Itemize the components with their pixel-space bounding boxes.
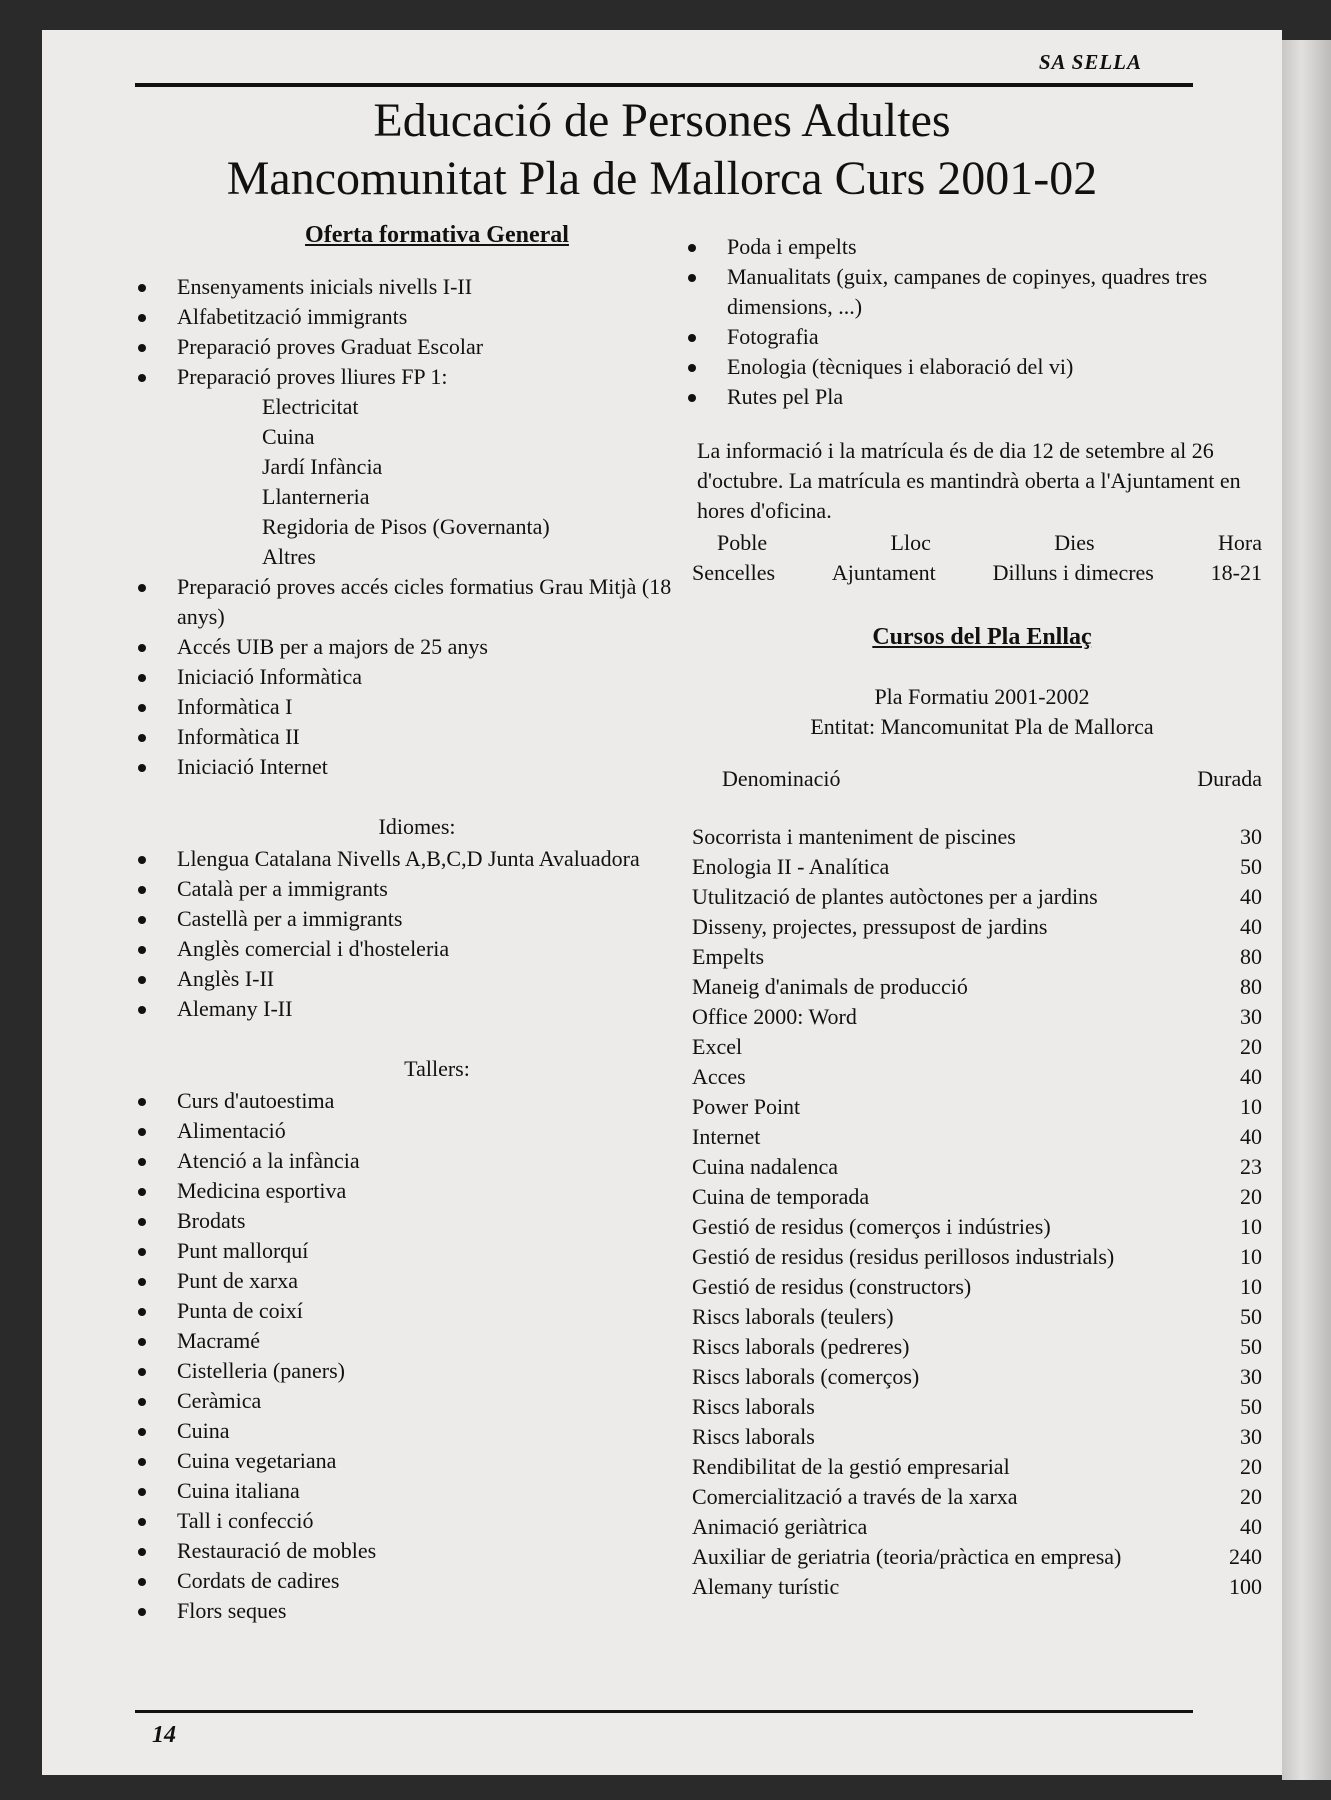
- course-row: [692, 1092, 1262, 1122]
- course-name: Gestió de residus (comerços i indústries): [692, 1214, 1051, 1239]
- course-row: [692, 1362, 1262, 1392]
- course-row: [692, 1512, 1262, 1542]
- course-name: Power Point: [692, 1094, 801, 1119]
- schedule-header-poble: Poble: [717, 530, 768, 555]
- fp1-sub-list: [132, 392, 702, 572]
- courses-header-hours: Durada: [1197, 766, 1262, 791]
- list-item: Informàtica I: [132, 692, 702, 722]
- enrollment-info: La informació i la matrícula és de dia 12 de setembre al 26 d'octubre. La matrícula es mantindrà oberta a l'Ajuntament en hores d'oficina.: [697, 438, 1241, 523]
- course-name: Gestió de residus (constructors): [692, 1274, 972, 1299]
- language-item: Alemany I-II: [132, 994, 702, 1024]
- languages-title: Idiomes:: [378, 814, 456, 839]
- magazine-page: [42, 30, 1282, 1775]
- course-row: [692, 1392, 1262, 1422]
- language-item: Llengua Catalana Nivells A,B,C,D Junta Avaluadora: [132, 844, 702, 874]
- course-row: [692, 1272, 1262, 1302]
- course-row: [692, 1212, 1262, 1242]
- footer-rule: [135, 1710, 1193, 1713]
- course-hours: 20: [1240, 1184, 1262, 1209]
- course-hours: 50: [1240, 854, 1262, 879]
- course-hours: 20: [1240, 1034, 1262, 1059]
- schedule-header-hora: Hora: [1218, 530, 1262, 555]
- course-hours: 80: [1240, 974, 1262, 999]
- workshop-item: Medicina esportiva: [132, 1176, 702, 1206]
- course-hours: 40: [1240, 884, 1262, 909]
- workshop-item: Flors seques: [132, 1596, 702, 1626]
- course-hours: 10: [1240, 1274, 1262, 1299]
- workshop-item: Brodats: [132, 1206, 702, 1236]
- schedule-hora: 18-21: [1210, 560, 1262, 585]
- course-name: Riscs laborals (teulers): [692, 1304, 894, 1329]
- language-item: Anglès I-II: [132, 964, 702, 994]
- course-name: Utulització de plantes autòctones per a jardins: [692, 884, 1098, 909]
- course-name: Enologia II - Analítica: [692, 854, 890, 879]
- right-column: [682, 232, 1262, 1602]
- magazine-header: SA SELLA: [1038, 50, 1142, 74]
- section-heading-enllac: Cursos del Pla Enllaç: [872, 624, 1092, 650]
- workshop-item: Cuina italiana: [132, 1476, 702, 1506]
- course-row: [692, 852, 1262, 882]
- general-list-cont: [132, 572, 702, 782]
- course-row: [692, 1182, 1262, 1212]
- workshop-item: Tall i confecció: [132, 1506, 702, 1536]
- course-row: [692, 1452, 1262, 1482]
- workshop-item: Cordats de cadires: [132, 1566, 702, 1596]
- workshop-item: Poda i empelts: [682, 232, 1262, 262]
- language-item: Castellà per a immigrants: [132, 904, 702, 934]
- course-hours: 23: [1240, 1154, 1262, 1179]
- course-name: Empelts: [692, 944, 765, 969]
- course-name: Internet: [692, 1124, 761, 1149]
- course-name: Cuina de temporada: [692, 1184, 870, 1209]
- list-item: Preparació proves lliures FP 1:: [132, 362, 702, 392]
- list-item: Accés UIB per a majors de 25 anys: [132, 632, 702, 662]
- course-row: [692, 882, 1262, 912]
- workshop-item: Punta de coixí: [132, 1296, 702, 1326]
- course-hours: 240: [1229, 1544, 1262, 1569]
- workshop-item: Rutes pel Pla: [682, 382, 1262, 412]
- course-row: [692, 1542, 1262, 1572]
- workshop-item: Punt de xarxa: [132, 1266, 702, 1296]
- course-row: [692, 1242, 1262, 1272]
- workshop-item: Macramé: [132, 1326, 702, 1356]
- workshop-item: Alimentació: [132, 1116, 702, 1146]
- course-hours: 100: [1229, 1574, 1262, 1599]
- course-hours: 10: [1240, 1244, 1262, 1269]
- workshop-item: Cistelleria (paners): [132, 1356, 702, 1386]
- schedule-row: [682, 558, 1262, 588]
- title-line-2: Mancomunitat Pla de Mallorca Curs 2001-02: [226, 152, 1098, 205]
- title-line-1: Educació de Persones Adultes: [373, 94, 951, 147]
- list-item: Alfabetització immigrants: [132, 302, 702, 332]
- course-hours: 50: [1240, 1394, 1262, 1419]
- courses-table: [682, 822, 1262, 1602]
- next-page-edge: [1282, 40, 1331, 1780]
- course-row: [692, 912, 1262, 942]
- list-item: Preparació proves Graduat Escolar: [132, 332, 702, 362]
- course-name: Cuina nadalenca: [692, 1154, 838, 1179]
- sub-item: Altres: [262, 544, 316, 569]
- workshop-item: Enologia (tècniques i elaboració del vi): [682, 352, 1262, 382]
- course-row: [692, 822, 1262, 852]
- course-name: Maneig d'animals de producció: [692, 974, 968, 999]
- course-hours: 30: [1240, 1004, 1262, 1029]
- course-row: [692, 1422, 1262, 1452]
- left-column: [132, 220, 702, 1626]
- sub-item: Regidoria de Pisos (Governanta): [262, 514, 550, 539]
- workshop-item: Punt mallorquí: [132, 1236, 702, 1266]
- course-row: [692, 1122, 1262, 1152]
- course-name: Alemany turístic: [692, 1574, 840, 1599]
- list-item: Ensenyaments inicials nivells I-II: [132, 272, 702, 302]
- course-row: [692, 1482, 1262, 1512]
- schedule-lloc: Ajuntament: [831, 560, 936, 585]
- sub-item: Llanterneria: [262, 484, 370, 509]
- schedule-poble: Sencelles: [692, 560, 776, 585]
- list-item: Iniciació Internet: [132, 752, 702, 782]
- course-hours: 40: [1240, 1124, 1262, 1149]
- workshop-item: Cuina vegetariana: [132, 1446, 702, 1476]
- course-hours: 40: [1240, 1064, 1262, 1089]
- course-hours: 80: [1240, 944, 1262, 969]
- course-hours: 20: [1240, 1484, 1262, 1509]
- schedule-header-lloc: Lloc: [890, 530, 931, 555]
- page-title: [42, 92, 1282, 208]
- workshops-list-cont: [682, 232, 1262, 412]
- course-name: Excel: [692, 1034, 743, 1059]
- list-item: Informàtica II: [132, 722, 702, 752]
- course-hours: 20: [1240, 1454, 1262, 1479]
- course-hours: 50: [1240, 1334, 1262, 1359]
- list-item: Preparació proves accés cicles formatius Grau Mitjà (18 anys): [132, 572, 702, 632]
- course-row: [692, 1332, 1262, 1362]
- sub-item: Jardí Infància: [262, 454, 383, 479]
- course-name: Riscs laborals (comerços): [692, 1364, 920, 1389]
- schedule-header-row: [682, 528, 1262, 558]
- courses-header-row: [682, 764, 1262, 794]
- plan-entity: Entitat: Mancomunitat Pla de Mallorca: [810, 714, 1154, 739]
- workshop-item: Restauració de mobles: [132, 1536, 702, 1566]
- course-hours: 50: [1240, 1304, 1262, 1329]
- course-name: Riscs laborals: [692, 1394, 815, 1419]
- course-row: [692, 942, 1262, 972]
- sub-item: Cuina: [262, 424, 315, 449]
- section-heading-general: Oferta formativa General: [305, 222, 569, 248]
- header-rule: [135, 83, 1193, 87]
- course-hours: 40: [1240, 914, 1262, 939]
- workshop-item: Curs d'autoestima: [132, 1086, 702, 1116]
- schedule-dies: Dilluns i dimecres: [992, 560, 1154, 585]
- course-name: Riscs laborals (pedreres): [692, 1334, 910, 1359]
- course-name: Comercialització a través de la xarxa: [692, 1484, 1018, 1509]
- course-hours: 10: [1240, 1094, 1262, 1119]
- course-name: Animació geriàtrica: [692, 1514, 868, 1539]
- course-row: [692, 1152, 1262, 1182]
- course-hours: 30: [1240, 824, 1262, 849]
- course-hours: 30: [1240, 1364, 1262, 1389]
- course-row: [692, 1062, 1262, 1092]
- workshops-list: [132, 1086, 702, 1626]
- languages-list: [132, 844, 702, 1024]
- workshop-item: Manualitats (guix, campanes de copinyes, quadres tres dimensions, ...): [682, 262, 1262, 322]
- course-name: Office 2000: Word: [692, 1004, 857, 1029]
- course-name: Gestió de residus (residus perillosos industrials): [692, 1244, 1115, 1269]
- language-item: Català per a immigrants: [132, 874, 702, 904]
- course-hours: 40: [1240, 1514, 1262, 1539]
- course-name: Acces: [692, 1064, 746, 1089]
- workshop-item: Atenció a la infància: [132, 1146, 702, 1176]
- course-row: [692, 1002, 1262, 1032]
- list-item: Iniciació Informàtica: [132, 662, 702, 692]
- course-name: Riscs laborals: [692, 1424, 815, 1449]
- course-name: Socorrista i manteniment de piscines: [692, 824, 1016, 849]
- workshop-item: Ceràmica: [132, 1386, 702, 1416]
- course-hours: 30: [1240, 1424, 1262, 1449]
- course-hours: 10: [1240, 1214, 1262, 1239]
- course-name: Disseny, projectes, pressupost de jardins: [692, 914, 1048, 939]
- page-number: 14: [152, 1722, 176, 1748]
- workshop-item: Fotografia: [682, 322, 1262, 352]
- plan-title: Pla Formatiu 2001-2002: [874, 684, 1090, 709]
- schedule-header-dies: Dies: [1054, 530, 1095, 555]
- course-row: [692, 1032, 1262, 1062]
- workshop-item: Cuina: [132, 1416, 702, 1446]
- language-item: Anglès comercial i d'hosteleria: [132, 934, 702, 964]
- general-list: [132, 272, 702, 392]
- course-row: [692, 972, 1262, 1002]
- course-name: Auxiliar de geriatria (teoria/pràctica en empresa): [692, 1544, 1122, 1569]
- workshops-title: Tallers:: [404, 1056, 470, 1081]
- course-name: Rendibilitat de la gestió empresarial: [692, 1454, 1010, 1479]
- sub-item: Electricitat: [262, 394, 359, 419]
- course-row: [692, 1302, 1262, 1332]
- courses-header-name: Denominació: [722, 766, 841, 791]
- course-row: [692, 1572, 1262, 1602]
